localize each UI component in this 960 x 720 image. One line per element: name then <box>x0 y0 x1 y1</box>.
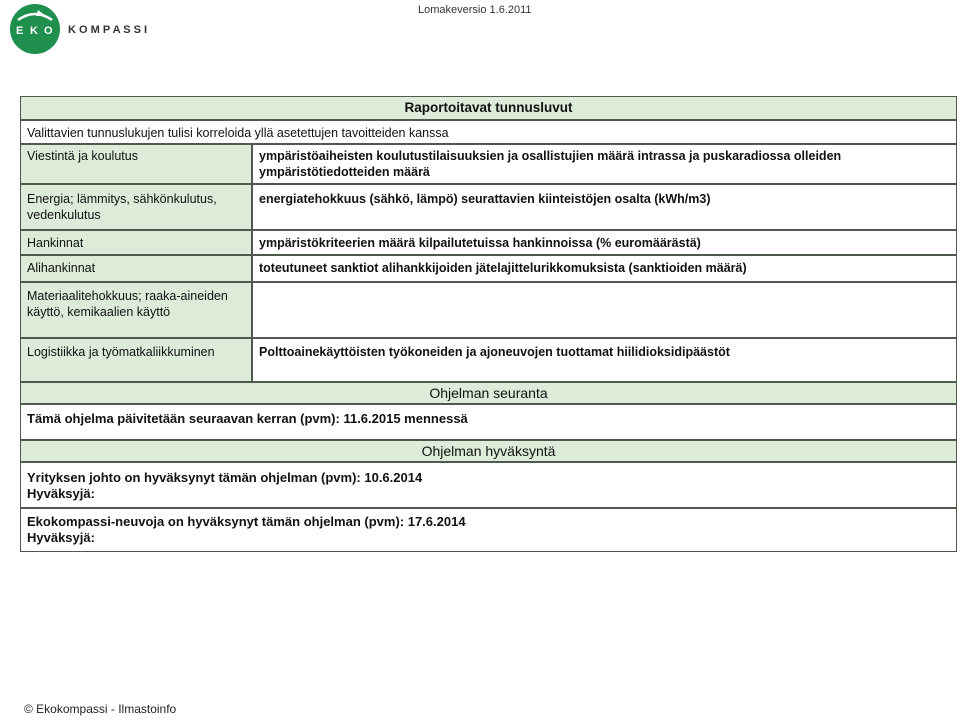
copyright-footer: © Ekokompassi - Ilmastoinfo <box>24 702 177 716</box>
advisor-approval-block <box>20 508 957 552</box>
follow-up-title: Ohjelman seuranta <box>20 382 957 404</box>
indicator-subcontracting[interactable]: toteutuneet sanktiot alihankkijoiden jätelajittelurikkomuksista (sanktioiden määrä) <box>252 255 957 282</box>
advisor-approver[interactable]: Hyväksyjä: <box>27 530 95 545</box>
indicator-procurement[interactable]: ympäristökriteerien määrä kilpailutetuissa hankinnoissa (% euromäärästä) <box>252 230 957 255</box>
category-material-efficiency: Materiaalitehokkuus; raaka-aineiden käyttö, kemikaalien käyttö <box>20 282 252 338</box>
category-communication: Viestintä ja koulutus <box>20 144 252 184</box>
indicators-note: Valittavien tunnuslukujen tulisi korreloida yllä asetettujen tavoitteiden kanssa <box>20 120 957 144</box>
category-procurement: Hankinnat <box>20 230 252 255</box>
category-logistics: Logistiikka ja työmatkaliikkuminen <box>20 338 252 382</box>
indicator-energy[interactable]: energiatehokkuus (sähkö, lämpö) seurattavien kiinteistöjen osalta (kWh/m3) <box>252 184 957 230</box>
management-approval-block <box>20 462 957 508</box>
advisor-approval[interactable]: Ekokompassi-neuvoja on hyväksynyt tämän ohjelman (pvm): 17.6.2014 <box>27 514 466 529</box>
indicator-communication[interactable]: ympäristöaiheisten koulutustilaisuuksien ja osallistujien määrä intrassa ja puskaradiossa olleiden ympäristötiedotteiden määrä <box>252 144 957 184</box>
svg-text:K: K <box>30 25 38 37</box>
management-approver[interactable]: Hyväksyjä: <box>27 486 95 501</box>
svg-text:K O M P A S S I: K O M P A S S I <box>68 24 148 36</box>
indicator-material-efficiency[interactable] <box>252 282 957 338</box>
indicator-logistics[interactable]: Polttoainekäyttöisten työkoneiden ja ajoneuvojen tuottamat hiilidioksidipäästöt <box>252 338 957 382</box>
category-subcontracting: Alihankinnat <box>20 255 252 282</box>
update-text[interactable]: Tämä ohjelma päivitetään seuraavan kerran (pvm): 11.6.2015 mennessä <box>20 404 957 440</box>
svg-text:E: E <box>16 25 24 37</box>
category-energy: Energia; lämmitys, sähkönkulutus, vedenkulutus <box>20 184 252 230</box>
reported-indicators-title: Raportoitavat tunnusluvut <box>20 96 957 120</box>
management-approval[interactable]: Yrityksen johto on hyväksynyt tämän ohjelman (pvm): 10.6.2014 <box>27 470 423 485</box>
svg-text:O: O <box>44 25 53 37</box>
approval-title: Ohjelman hyväksyntä <box>20 440 957 462</box>
form-version: Lomakeversio 1.6.2011 <box>418 4 532 16</box>
ekokompassi-logo <box>8 2 178 56</box>
